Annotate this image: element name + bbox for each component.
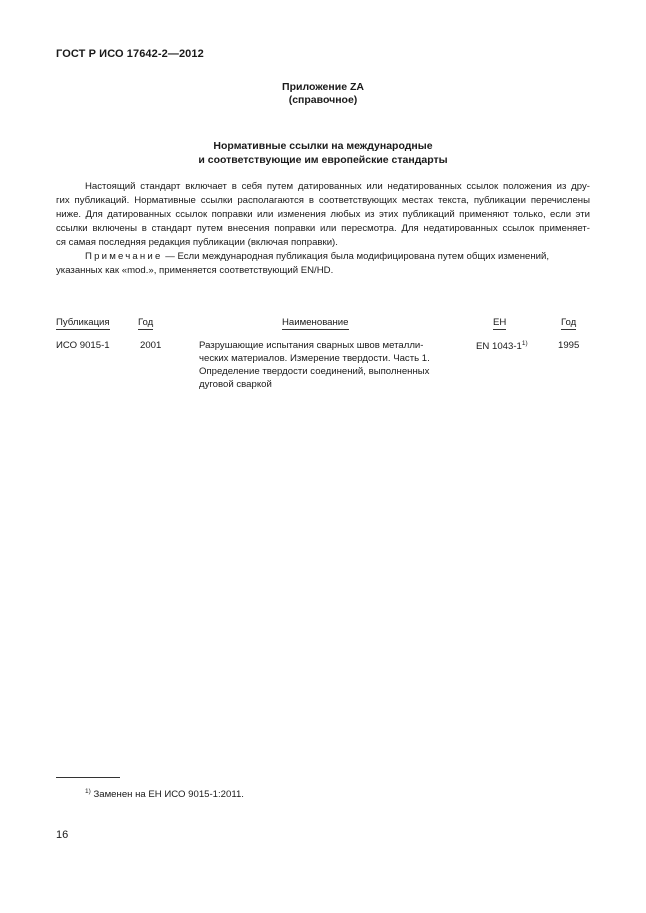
footnote-divider — [56, 777, 120, 778]
footnote-text: Заменен на ЕН ИСО 9015-1:2011. — [93, 789, 244, 800]
paragraph-line: ся самая последняя редакция публикации (включая поправки). — [56, 237, 338, 248]
col-header-en: ЕН — [493, 317, 507, 328]
cell-name-line: Определение твердости соединений, выполненных — [199, 366, 430, 377]
note-text: — Если международная публикация была модифицирована путем общих изменений, — [162, 251, 550, 262]
cell-publication: ИСО 9015-1 — [56, 340, 110, 351]
annex-subtitle: (справочное) — [288, 94, 358, 106]
section-title-line-1: Нормативные ссылки на международные — [213, 140, 433, 152]
footnote-mark: 1) — [85, 788, 91, 795]
note-label: Примечание — [85, 251, 163, 262]
col-header-publication: Публикация — [56, 317, 110, 328]
annex-title: Приложение ZA — [282, 81, 364, 93]
cell-year: 2001 — [140, 340, 162, 351]
col-header-en-year: Год — [561, 317, 577, 328]
note-line-1 — [85, 251, 590, 262]
page-number: 16 — [56, 829, 69, 841]
cell-name-line: дуговой сваркой — [199, 379, 272, 390]
footnote — [85, 788, 244, 800]
paragraph-line: гих публикаций. Нормативные ссылки располагаются в соответствующих местах текста, публикации перечислены — [56, 195, 590, 206]
paragraph-line: ссылки включены в стандарт путем внесения поправки или пересмотра. Для недатированных ссылок применяет- — [56, 223, 590, 234]
section-title-line-2: и соответствующие им европейские стандарты — [198, 154, 448, 166]
cell-name-line: Разрушающие испытания сварных швов металли- — [199, 340, 424, 351]
col-header-name: Наименование — [282, 317, 349, 328]
footnote-ref: 1) — [521, 340, 528, 347]
cell-en-code: EN 1043-1 — [476, 341, 522, 352]
cell-en — [476, 340, 528, 352]
cell-en-year: 1995 — [558, 340, 580, 351]
note-line-2: указанных как «mod.», применяется соответствующий EN/HD. — [56, 265, 334, 276]
col-header-year: Год — [138, 317, 154, 328]
document-header: ГОСТ Р ИСО 17642-2—2012 — [56, 48, 204, 60]
cell-name-line: ческих материалов. Измерение твердости. Часть 1. — [199, 353, 430, 364]
paragraph-line: Настоящий стандарт включает в себя путем датированных или недатированных ссылок положения из дру- — [85, 181, 590, 192]
paragraph-line: ниже. Для датированных ссылок поправки или изменения любых из этих публикаций применяют только, если эти — [56, 209, 590, 220]
